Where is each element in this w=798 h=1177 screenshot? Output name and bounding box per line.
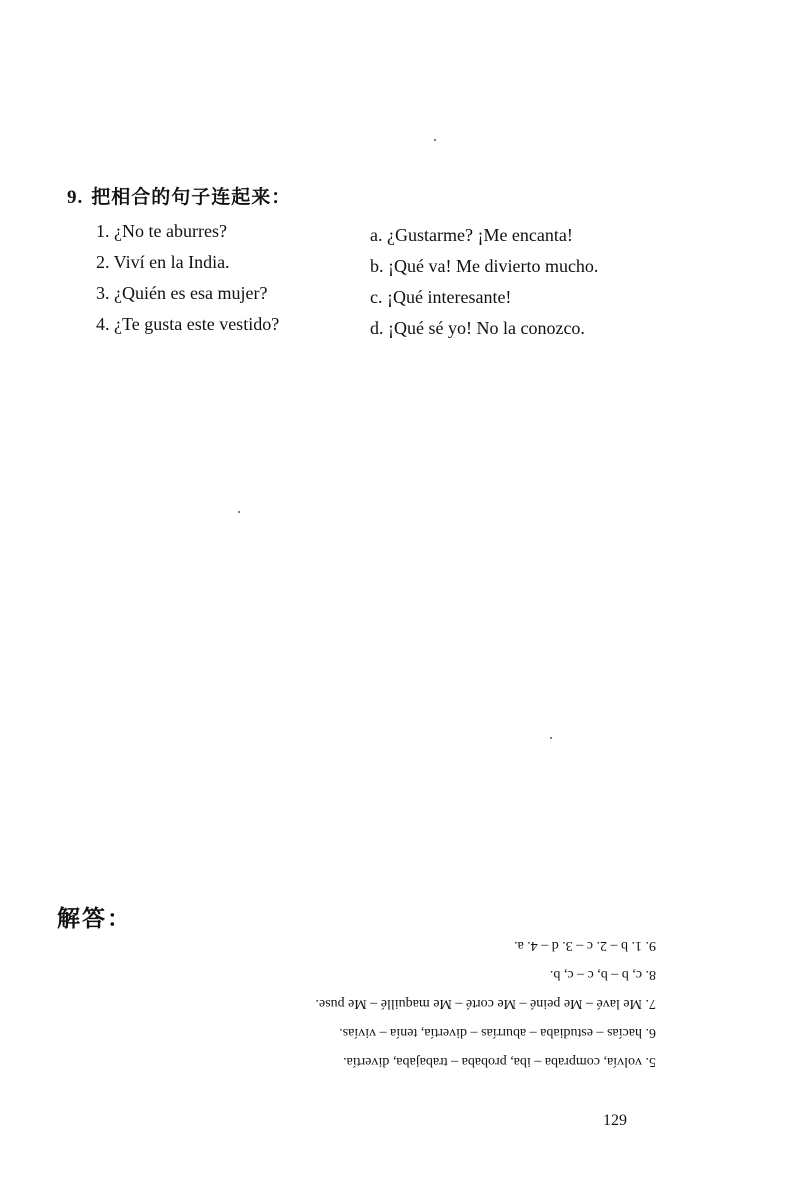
answer-line: 9. 1. b – 2. c – 3. d – 4. a. <box>514 938 656 953</box>
scan-speck <box>238 511 240 513</box>
answers-heading: 解答： <box>57 905 132 932</box>
response-item: c. ¡Qué interesante! <box>370 287 512 307</box>
page-number: 129 <box>603 1112 627 1129</box>
answer-line: 7. Me lavé – Me peiné – Me corté – Me maquillé – Me puse. <box>315 996 656 1011</box>
question-item: 1. ¿No te aburres? <box>96 221 227 241</box>
response-item: a. ¿Gustarme? ¡Me encanta! <box>370 225 573 245</box>
response-column <box>370 220 598 344</box>
response-item: b. ¡Qué va! Me divierto mucho. <box>370 256 599 276</box>
answers-block-upside-down <box>140 936 660 1076</box>
question-item: 2. Viví en la India. <box>96 252 230 272</box>
exercise-instruction: 把相合的句子连起来： <box>91 186 292 208</box>
response-item: d. ¡Qué sé yo! No la conozco. <box>370 318 585 338</box>
question-item: 3. ¿Quién es esa mujer? <box>96 283 268 303</box>
scan-speck <box>550 737 552 739</box>
exercise-heading <box>67 182 291 209</box>
answer-line: 8. c, b – b, c – c, b. <box>549 967 656 982</box>
exercise-number: 9. <box>67 187 84 208</box>
scan-speck <box>434 139 436 141</box>
question-column <box>96 216 279 340</box>
answer-line: 5. volvía, compraba – iba, probaba – trabajaba, divertía. <box>343 1054 656 1069</box>
answer-line: 6. hacías – estudiaba – aburrías – divertía, tenía – vivías. <box>339 1025 656 1040</box>
question-item: 4. ¿Te gusta este vestido? <box>96 314 280 334</box>
